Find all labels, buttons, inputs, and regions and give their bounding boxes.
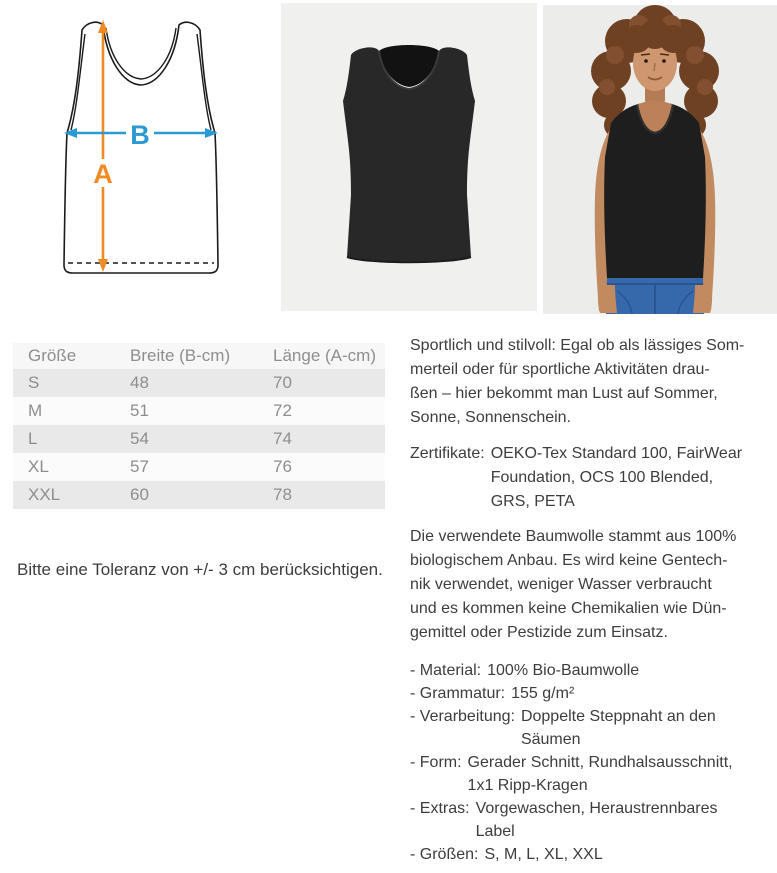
man-wearing-tank-top-image (543, 5, 777, 314)
spec-value (468, 751, 733, 797)
product-photo (281, 3, 537, 311)
col-header-breite: Breite (B-cm) (130, 346, 231, 365)
text-line: 1x1 Ripp-Kragen (467, 777, 588, 794)
text-line: GRS, PETA (490, 493, 575, 510)
tolerance-note: Bitte eine Toleranz von +/- 3 cm berücksichtigen. (17, 560, 383, 579)
label-b: B (130, 120, 150, 150)
text-line: biologischem Anbau. Es wird keine Gentech- (410, 552, 728, 569)
cell-laenge: 78 (273, 485, 292, 504)
jeans (606, 277, 704, 314)
text-line: ßen – hier bekommt man Lust auf Sommer, (410, 385, 718, 402)
certificates-label: Zertifikate: (410, 445, 485, 462)
spec-label: - Material: (410, 662, 482, 679)
col-header-groesse: Größe (28, 346, 77, 365)
spec-extras (410, 797, 770, 843)
text-line: gemittel oder Pestizide zum Einsatz. (410, 624, 668, 641)
spec-value (511, 682, 574, 705)
size-table-header (13, 343, 385, 369)
cell-size: XXL (28, 485, 61, 504)
certificates-value (491, 442, 742, 514)
spec-label: - Extras: (410, 800, 470, 817)
spec-list (410, 659, 770, 866)
spec-groessen (410, 843, 770, 866)
text-line: Label (475, 823, 515, 840)
text-line: Sportlich und stilvoll: Egal ob als lässiges Som- (410, 337, 745, 354)
cell-breite: 57 (130, 457, 149, 476)
spec-label: - Form: (410, 754, 462, 771)
cell-size: M (28, 401, 43, 420)
spec-label: - Verarbeitung: (410, 708, 515, 725)
cell-laenge: 70 (273, 373, 292, 392)
spec-value (484, 843, 602, 866)
cell-breite: 54 (130, 429, 149, 448)
model-photo (543, 5, 777, 314)
table-row (13, 425, 385, 453)
text-line: nik verwendet, weniger Wasser verbraucht (410, 576, 712, 593)
spec-value (487, 659, 639, 682)
cell-breite: 60 (130, 485, 149, 504)
table-row (13, 481, 385, 509)
text-line: Säumen (520, 731, 581, 748)
intro-paragraph (410, 334, 770, 430)
text-line: merteil oder für sportliche Aktivitäten drau- (410, 361, 710, 378)
text-line: Doppelte Steppnaht an den (520, 708, 716, 725)
table-row (13, 369, 385, 397)
spec-form (410, 751, 770, 797)
tank-top-outline-drawing (35, 12, 260, 302)
table-row (13, 397, 385, 425)
text-line: S, M, L, XL, XXL (484, 846, 603, 863)
cell-size: S (28, 373, 40, 392)
black-tank-top-image (281, 3, 537, 311)
spec-value (521, 705, 716, 751)
text-line: Gerader Schnitt, Rundhalsausschnitt, (467, 754, 733, 771)
spec-label: - Größen: (410, 846, 479, 863)
cell-breite: 48 (130, 373, 149, 392)
table-row (13, 453, 385, 481)
label-a: A (93, 159, 113, 189)
spec-verarbeitung (410, 705, 770, 751)
text-line: Foundation, OCS 100 Blended, (490, 469, 714, 486)
certificates-paragraph (410, 442, 770, 514)
text-line: Sonne, Sonnenschein. (410, 409, 572, 426)
cell-laenge: 76 (273, 457, 292, 476)
product-description (410, 334, 770, 866)
cell-laenge: 74 (273, 429, 292, 448)
spec-grammatur (410, 682, 770, 705)
measurement-diagram (35, 12, 260, 302)
size-table (13, 343, 385, 509)
spec-value (476, 797, 718, 843)
text-line: Die verwendete Baumwolle stammt aus 100% (410, 528, 737, 545)
cell-size: L (28, 429, 38, 448)
spec-label: - Grammatur: (410, 685, 506, 702)
cell-breite: 51 (130, 401, 149, 420)
text-line: 100% Bio-Baumwolle (487, 662, 640, 679)
spec-material (410, 659, 770, 682)
text-line: 155 g/m² (511, 685, 575, 702)
text-line: Vorgewaschen, Heraustrennbares (475, 800, 718, 817)
col-header-laenge: Länge (A-cm) (273, 346, 376, 365)
cell-laenge: 72 (273, 401, 292, 420)
text-line: und es kommen keine Chemikalien wie Dün- (410, 600, 727, 617)
cotton-paragraph (410, 525, 770, 645)
cell-size: XL (28, 457, 49, 476)
text-line: OEKO-Tex Standard 100, FairWear (490, 445, 743, 462)
